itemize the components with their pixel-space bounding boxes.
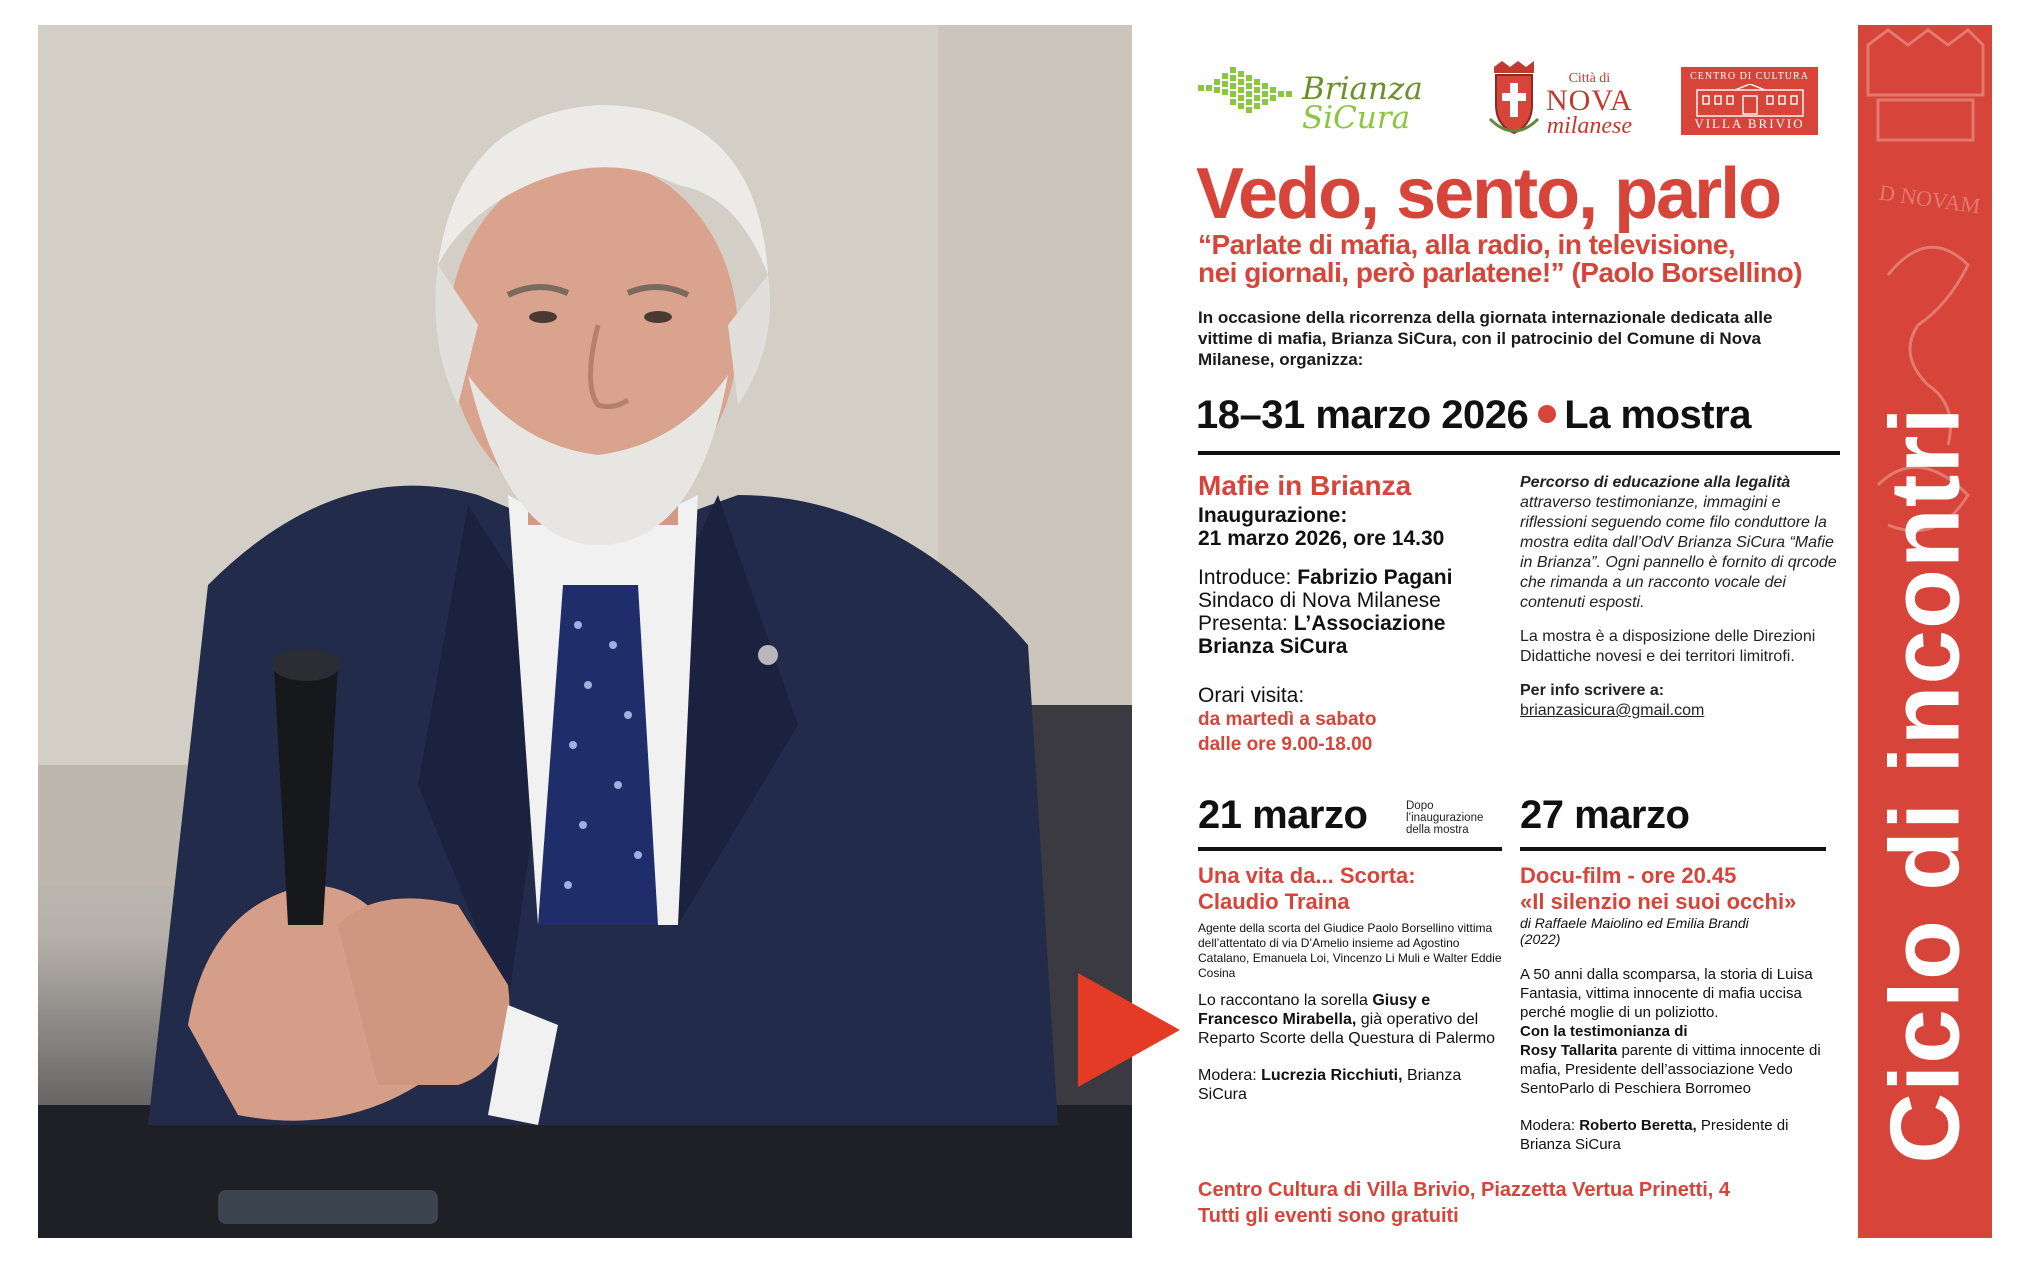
red-arrow-icon [1078, 973, 1180, 1087]
event1-moderator-label: Modera: [1198, 1067, 1257, 1084]
event1-note-line2: l’inaugurazione [1406, 812, 1484, 824]
borsellino-quote [1198, 231, 1858, 287]
event1-desc: Agente della scorta del Giudice Paolo Borsellino vittima dell’attentato di via D’Amelio insieme ad Agostino Catalano, Emanuela Loi, Vincenzo Li Muli e Walter Eddie Cosina [1198, 921, 1502, 980]
event1-details [1198, 863, 1508, 1104]
event2-testimony-post: parente di vittima innocente di mafia, Presidente dell’associazione Vedo SentoParlo di Peschiera Borromeo [1520, 1042, 1821, 1097]
logo-nova-small: Città di [1568, 71, 1611, 86]
speaker-illustration [38, 25, 1132, 1238]
event1-told-name1: Giusy e [1372, 992, 1431, 1009]
divider [1520, 847, 1826, 851]
event1-date: 21 marzo [1198, 793, 1368, 837]
introduce-role: Sindaco di Nova Milanese [1198, 589, 1441, 612]
introduce-name: Fabrizio Pagani [1297, 566, 1453, 589]
event1-note-line3: della mostra [1406, 824, 1469, 836]
event2-testimony-name: Rosy Tallarita [1520, 1042, 1618, 1059]
inauguration-label: Inaugurazione: [1198, 504, 1348, 527]
presenta-label: Presenta: [1198, 612, 1288, 635]
event1-told-post: già operativo del Reparto Scorte della Questura di Palermo [1198, 1011, 1496, 1047]
event2-credits-line2: (2022) [1520, 931, 1561, 947]
villa-facade-icon [1695, 84, 1805, 118]
event2-moderator-name: Roberto Beretta, [1579, 1117, 1697, 1134]
event1-told-name2: Francesco Mirabella, [1198, 1011, 1357, 1028]
event2-date: 27 marzo [1520, 793, 1690, 837]
nova-milanese-crest-icon [1488, 59, 1540, 139]
presenta-name: L’Associazione [1293, 612, 1446, 635]
event2-desc: A 50 anni dalla scomparsa, la storia di Luisa Fantasia, vittima innocente di mafia uccisa perché moglie di un poliziotto. [1520, 966, 1813, 1021]
exhibit-description [1520, 473, 1840, 721]
logo-villa-top: CENTRO DI CULTURA [1690, 71, 1809, 82]
visit-days: da martedì a sabato [1198, 709, 1377, 730]
quote-line-2: nei giornali, però parlatene!” (Paolo Borsellino) [1198, 257, 1803, 288]
brianza-sicura-wordmark [1302, 71, 1423, 136]
logo-villa-bottom: VILLA BRIVIO [1694, 116, 1805, 131]
event-poster [1170, 25, 1992, 1238]
logo-brianza-line2: SiCura [1302, 100, 1411, 136]
event1-title-line2: Claudio Traina [1198, 889, 1350, 914]
poster-footer [1198, 1177, 1838, 1229]
quote-line-1: “Parlate di mafia, alla radio, in televisione, [1198, 229, 1736, 260]
poster-title: Vedo, sento, parlo [1196, 154, 1781, 234]
event1-title-line1: Una vita da... Scorta: [1198, 863, 1416, 888]
free-events-note: Tutti gli eventi sono gratuiti [1198, 1205, 1459, 1227]
info-email-link[interactable]: brianzasicura@gmail.com [1520, 702, 1705, 719]
side-stripe [1858, 25, 1992, 1238]
intro-paragraph: In occasione della ricorrenza della giornata internazionale dedicata alle vittime di mafia, Brianza SiCura, con il patrocinio del Comune di Nova Milanese, organizza: [1198, 308, 1773, 369]
brianza-sicura-logo-icon [1198, 67, 1298, 127]
divider [1198, 847, 1502, 851]
event2-details [1520, 863, 1840, 1154]
exhibit-desc-body: attraverso testimonianze, immagini e riflessioni seguendo come filo conduttore la mostra edita dall’OdV Brianza SiCura “Mafie in Brianza”. Ogni pannello è fornito di qrcode che rimanda a un racconto vocale dei contenuti esposti. [1520, 494, 1837, 611]
exhibit-availability: La mostra è a disposizione delle Direzioni Didattiche novesi e dei territori limitrofi. [1520, 628, 1816, 665]
bullet-dot-icon [1538, 405, 1556, 423]
visit-hours-label: Orari visita: [1198, 684, 1305, 707]
nova-milanese-wordmark [1546, 71, 1633, 137]
event2-title-line2: «Il silenzio nei suoi occhi» [1520, 889, 1797, 914]
exhibit-dates: 18–31 marzo 2026 [1196, 393, 1529, 437]
exhibit-details [1198, 470, 1528, 757]
logo-nova-script: milanese [1546, 113, 1633, 139]
cycle-title-vertical: Ciclo di incontri [1869, 406, 1980, 1164]
event1-told-pre: Lo raccontano la sorella [1198, 992, 1368, 1009]
divider [1198, 451, 1840, 455]
exhibit-desc-lead: Percorso di educazione alla legalità [1520, 474, 1791, 491]
event1-note [1406, 800, 1483, 836]
logo-brianza-line1: Brianza [1302, 71, 1423, 107]
speaker-photo [38, 25, 1132, 1238]
presenta-name-2: Brianza SiCura [1198, 635, 1348, 658]
villa-brivio-logo [1681, 67, 1818, 135]
event1-note-line1: Dopo [1406, 800, 1434, 812]
exhibit-name: Mafie in Brianza [1198, 470, 1412, 501]
logo-nova-big: NOVA [1546, 84, 1633, 117]
exhibit-label: La mostra [1564, 393, 1751, 437]
visit-hours: dalle ore 9.00-18.00 [1198, 734, 1373, 755]
inauguration-time: 21 marzo 2026, ore 14.30 [1198, 527, 1445, 550]
event2-title-line1: Docu-film - ore 20.45 [1520, 863, 1737, 888]
event2-moderator-label: Modera: [1520, 1117, 1576, 1134]
event2-moderator-post: Presidente di Brianza SiCura [1520, 1117, 1789, 1153]
sponsor-logos [1198, 45, 1838, 155]
event2-testimony-label: Con la testimonianza di [1520, 1023, 1688, 1040]
event1-moderator-post: Brianza SiCura [1198, 1067, 1462, 1103]
svg-text:D NOVAM: D NOVAM [1877, 179, 1982, 219]
event1-moderator-name: Lucrezia Ricchiuti, [1261, 1067, 1403, 1084]
info-label: Per info scrivere a: [1520, 682, 1665, 699]
venue-address: Centro Cultura di Villa Brivio, Piazzetta Vertua Prinetti, 4 [1198, 1179, 1730, 1201]
exhibit-heading [1196, 393, 1751, 438]
introduce-label: Introduce: [1198, 566, 1292, 589]
event2-credits-line1: di Raffaele Maiolino ed Emilia Brandi [1520, 915, 1749, 931]
